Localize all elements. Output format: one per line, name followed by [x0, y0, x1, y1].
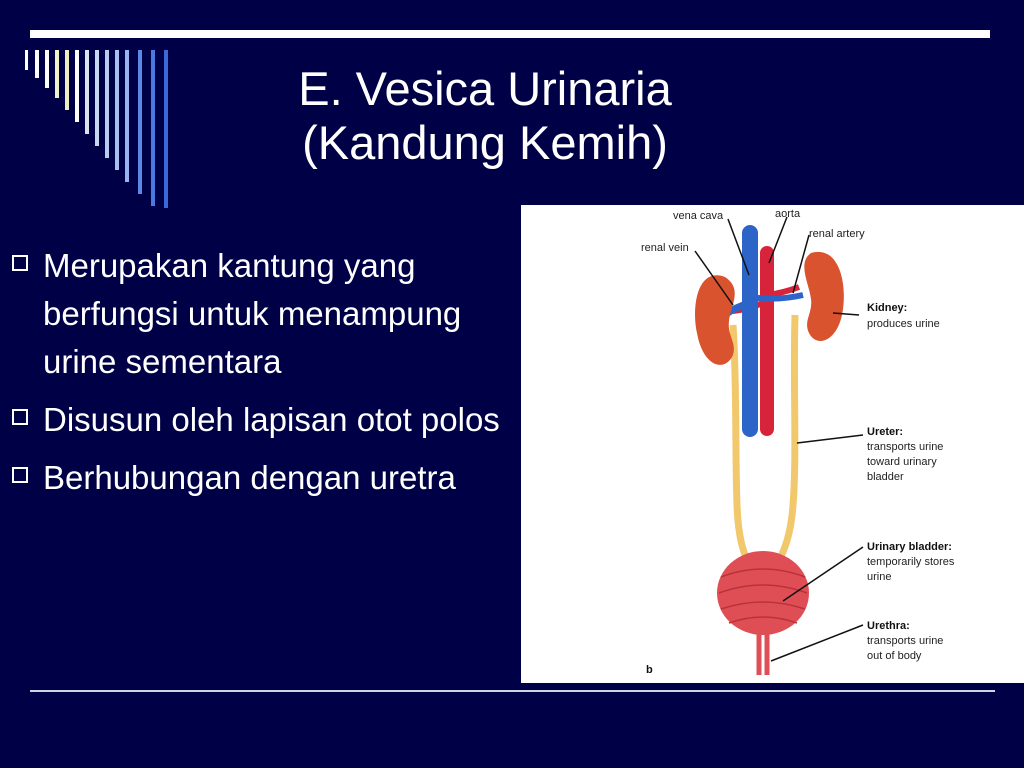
ureter-desc-2: toward urinary [867, 456, 937, 468]
kidney-title: Kidney: [867, 302, 908, 314]
ureter-desc-3: bladder [867, 471, 904, 483]
urethra-title: Urethra: [867, 620, 910, 632]
square-bullet-icon [12, 409, 28, 425]
decorative-stripes [0, 0, 180, 210]
renal-artery-label: renal artery [809, 228, 865, 240]
bullet-text: Berhubungan dengan uretra [43, 459, 456, 496]
ureter-title: Ureter: [867, 426, 904, 438]
bladder-desc-1: temporarily stores [867, 556, 955, 568]
bullet-item [12, 242, 512, 386]
bottom-rule [30, 690, 995, 692]
ureter-desc-1: transports urine [867, 441, 944, 453]
bullet-text: Disusun oleh lapisan otot polos [43, 401, 500, 438]
right-kidney [804, 252, 844, 341]
square-bullet-icon [12, 467, 28, 483]
bladder-title: Urinary bladder: [867, 541, 952, 553]
kidney-desc: produces urine [867, 318, 940, 330]
bladder-desc-2: urine [867, 571, 892, 583]
title-line-2: (Kandung Kemih) [302, 116, 668, 169]
slide-title [205, 62, 765, 170]
bullet-text: Merupakan kantung yang berfungsi untuk menampung urine sementara [43, 247, 462, 380]
panel-letter: b [646, 664, 653, 676]
bullet-item [12, 454, 512, 502]
urinary-system-diagram [521, 205, 1024, 683]
vena-cava-label: vena cava [673, 210, 724, 222]
aorta-label: aorta [775, 208, 801, 220]
urethra-desc-1: transports urine [867, 635, 944, 647]
renal-vein-label: renal vein [641, 242, 689, 254]
bullet-list [12, 242, 512, 512]
square-bullet-icon [12, 255, 28, 271]
title-line-1: E. Vesica Urinaria [298, 62, 672, 115]
right-ureter [775, 315, 795, 567]
urinary-system-illustration [521, 205, 1024, 683]
left-kidney [695, 275, 735, 365]
bullet-item [12, 396, 512, 444]
urethra-desc-2: out of body [867, 650, 922, 662]
